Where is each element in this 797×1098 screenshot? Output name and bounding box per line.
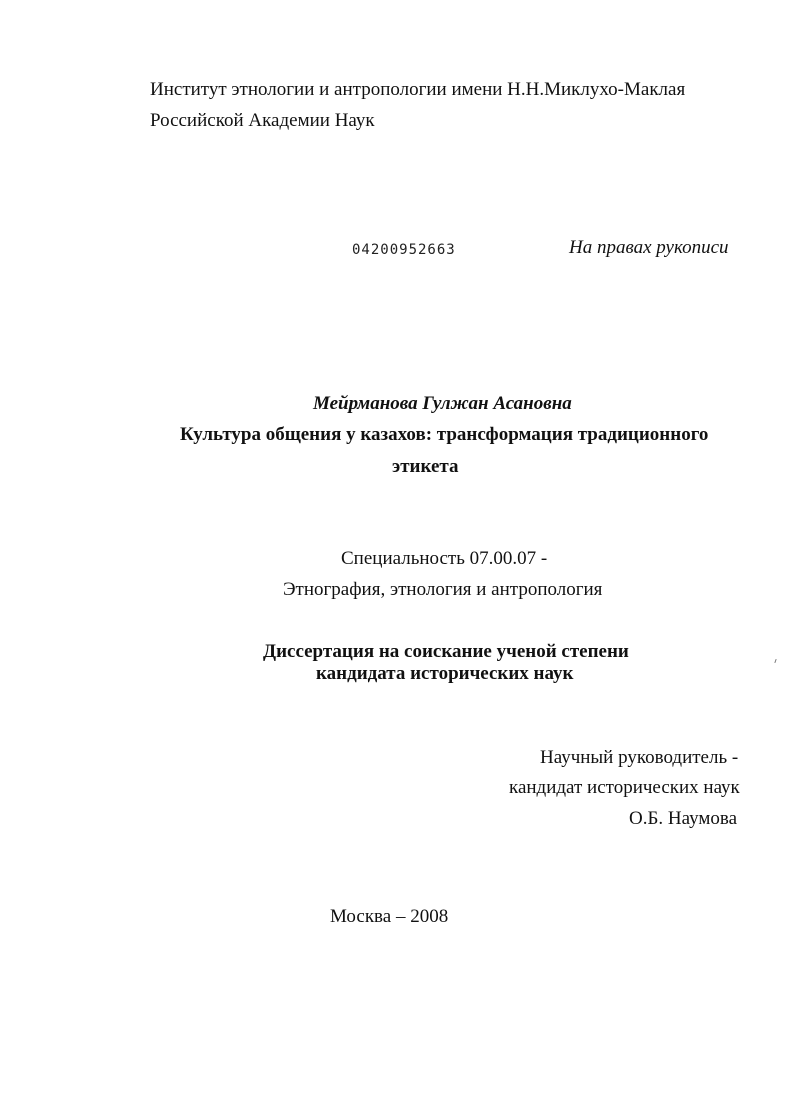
author-name: Мейрманова Гулжан Асановна: [313, 393, 572, 414]
supervisor-role: Научный руководитель -: [540, 747, 739, 768]
specialty-code: Специальность 07.00.07 -: [341, 548, 548, 569]
city-year: Москва – 2008: [330, 906, 449, 927]
institute-line-1: Институт этнологии и антропологии имени Н.Н.Миклухо-Маклая: [150, 79, 686, 100]
dissertation-line-1: Диссертация на соискание ученой степени: [263, 641, 629, 662]
title-line-2: этикета: [392, 456, 459, 477]
title-line-1: Культура общения у казахов: трансформация традиционного: [180, 424, 709, 445]
institute-line-2: Российской Академии Наук: [150, 110, 375, 131]
supervisor-degree: кандидат исторических наук: [509, 777, 740, 798]
scan-speck: [774, 659, 776, 663]
supervisor-name: О.Б. Наумова: [629, 808, 737, 829]
rights-note: На правах рукописи: [569, 237, 729, 258]
specialty-name: Этнография, этнология и антропология: [283, 579, 603, 600]
catalog-number: 04200952663: [352, 242, 456, 258]
dissertation-line-2: кандидата исторических наук: [316, 663, 574, 684]
